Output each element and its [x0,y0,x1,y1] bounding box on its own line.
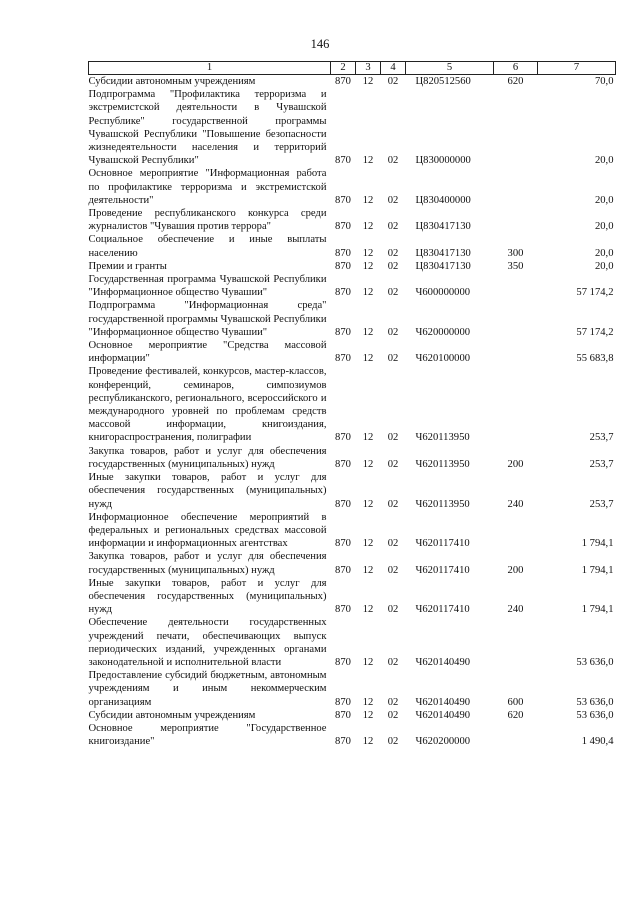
column-header: 5 [406,62,494,75]
row-name: Государственная программа Чувашской Республики "Информационное общество Чувашии" [88,274,327,299]
row-name: Обеспечение деятельности государственных учреждений печати, обеспечивающих выпуск периодических изданий, учрежденных органами законодательной и исполнительной власти [88,617,327,668]
row-expense-type: 200 [507,564,524,576]
table-row [89,75,616,89]
row-subsection-code: 02 [387,709,399,721]
table-row [89,299,616,339]
row-amount: 55 683,8 [576,353,614,365]
row-amount: 1 794,1 [581,604,614,616]
table-row [89,577,616,617]
row-section-code: 12 [362,604,374,616]
row-name: Закупка товаров, работ и услуг для обеспечения государственных (муниципальных) нужд [88,551,327,576]
row-subsection-code: 02 [387,221,399,233]
row-section-code: 12 [362,353,374,365]
row-target-code: Ч620117410 [415,564,470,576]
row-amount: 1 794,1 [581,538,614,550]
row-section-code: 12 [362,326,374,338]
table-row [89,88,616,167]
row-ministry-code: 870 [335,76,351,87]
row-amount: 53 636,0 [576,709,614,721]
row-target-code: Ц830400000 [415,194,471,206]
table-row [89,511,616,551]
row-amount: 20,0 [594,221,614,233]
row-name: Премии и гранты [88,260,167,272]
row-section-code: 12 [362,194,374,206]
row-name: Субсидии автономным учреждениям [88,709,256,721]
row-amount: 253,7 [589,432,614,444]
row-target-code: Ч620117410 [415,538,470,550]
row-name: Предоставление субсидий бюджетным, автономным учреждениям и иным некоммерческим организациям [88,670,327,708]
row-expense-type: 200 [507,458,524,470]
row-expense-type [494,167,538,207]
row-ministry-code: 870 [335,656,351,668]
row-target-code: Ц830417130 [415,221,471,233]
column-header: 2 [331,62,356,75]
column-header: 1 [89,62,331,75]
row-subsection-code: 02 [387,458,399,470]
row-subsection-code: 02 [387,353,399,365]
table-row [89,167,616,207]
row-section-code: 12 [362,696,374,708]
row-section-code: 12 [362,656,374,668]
row-name: Подпрограмма "Информационная среда" государственной программы Чувашской Республики "Информационное общество Чувашии" [88,300,327,338]
row-name: Основное мероприятие "Средства массовой информации" [88,340,327,365]
column-header: 3 [356,62,381,75]
row-section-code: 12 [362,498,374,510]
row-target-code: Ц830417130 [415,247,471,259]
row-subsection-code: 02 [387,326,399,338]
row-amount: 253,7 [589,498,614,510]
row-ministry-code: 870 [335,221,351,233]
row-section-code: 12 [362,287,374,299]
table-row [89,722,616,748]
row-ministry-code: 870 [335,736,351,748]
row-section-code: 12 [362,736,374,748]
table-row [89,709,616,722]
row-section-code: 12 [362,709,374,721]
row-section-code: 12 [362,564,374,576]
row-subsection-code: 02 [387,498,399,510]
row-amount: 253,7 [589,458,614,470]
row-amount: 57 174,2 [576,326,614,338]
row-section-code: 12 [362,247,374,259]
row-ministry-code: 870 [335,498,351,510]
row-amount: 20,0 [594,194,614,206]
row-expense-type [494,511,538,551]
row-amount: 1 794,1 [581,564,614,576]
table-row [89,550,616,576]
table-row [89,445,616,471]
row-amount: 20,0 [594,155,614,167]
row-ministry-code: 870 [335,326,351,338]
column-header: 6 [494,62,538,75]
row-name: Информационное обеспечение мероприятий в федеральных и региональных средствах массовой информации и информационных агентствах [88,511,327,550]
table-row [89,616,616,669]
row-ministry-code: 870 [335,247,351,259]
row-target-code: Ц830417130 [415,260,471,272]
row-target-code: Ч620100000 [415,353,471,365]
row-ministry-code: 870 [335,458,351,470]
row-expense-type [494,273,538,299]
row-section-code: 12 [362,221,374,233]
row-name: Социальное обеспечение и иные выплаты населению [88,234,327,259]
row-ministry-code: 870 [335,696,351,708]
row-ministry-code: 870 [335,604,351,616]
row-subsection-code: 02 [387,696,399,708]
row-target-code: Ч600000000 [415,287,471,299]
row-subsection-code: 02 [387,538,399,550]
row-name: Проведение фестивалей, конкурсов, мастер-классов, конференций, семинаров, симпозиумов республиканского, регионального, всероссийского и международного уровней по проблемам средств массовой информации, книгоиздания, книгораспространения, полиграфии [88,366,327,444]
row-expense-type: 240 [507,604,524,616]
row-name: Основное мероприятие "Информационная работа по профилактике терроризма и экстремистской деятельности" [88,168,327,206]
row-subsection-code: 02 [387,604,399,616]
row-subsection-code: 02 [387,432,399,444]
row-amount: 1 490,4 [581,736,614,748]
row-ministry-code: 870 [335,709,351,721]
row-expense-type: 300 [507,247,524,259]
row-ministry-code: 870 [335,194,351,206]
row-subsection-code: 02 [387,564,399,576]
row-expense-type: 620 [507,76,524,87]
row-subsection-code: 02 [387,287,399,299]
row-name: Проведение республиканского конкурса среди журналистов "Чувашия против террора" [88,208,327,233]
row-expense-type: 240 [507,498,524,510]
row-ministry-code: 870 [335,155,351,167]
row-target-code: Ч620200000 [415,736,471,748]
row-ministry-code: 870 [335,287,351,299]
row-expense-type: 350 [507,260,524,272]
page-number: 146 [310,37,330,51]
row-amount: 20,0 [594,247,614,259]
row-expense-type [494,88,538,167]
row-name: Подпрограмма "Профилактика терроризма и экстремистской деятельности в Чувашской Республике" государственной программы Чувашской Республики "Повышение безопасности жизнедеятельности населения и территорий Чувашской Республики" [88,89,327,167]
row-ministry-code: 870 [335,260,351,272]
table-row [89,339,616,365]
row-expense-type [494,339,538,365]
row-subsection-code: 02 [387,656,399,668]
row-ministry-code: 870 [335,538,351,550]
row-section-code: 12 [362,458,374,470]
row-subsection-code: 02 [387,155,399,167]
row-name: Основное мероприятие "Государственное книгоиздание" [88,722,327,748]
row-section-code: 12 [362,432,374,444]
column-header: 7 [538,62,616,75]
table-row [89,233,616,259]
row-name: Субсидии автономным учреждениям [88,76,256,87]
row-target-code: Ч620113950 [415,458,470,470]
row-target-code: Ч620117410 [415,604,470,616]
row-ministry-code: 870 [335,432,351,444]
row-section-code: 12 [362,76,374,87]
row-expense-type [494,299,538,339]
row-target-code: Ц830000000 [415,155,471,167]
row-section-code: 12 [362,538,374,550]
row-name: Иные закупки товаров, работ и услуг для обеспечения государственных (муниципальных) нужд [88,577,327,616]
row-subsection-code: 02 [387,260,399,272]
row-expense-type [494,722,538,748]
column-header: 4 [381,62,406,75]
row-expense-type [494,365,538,444]
table-row [89,471,616,511]
row-target-code: Ч620113950 [415,498,470,510]
row-subsection-code: 02 [387,194,399,206]
table-row [89,669,616,709]
row-target-code: Ч620140490 [415,709,471,721]
table-row [89,207,616,233]
row-amount: 70,0 [594,76,614,87]
row-amount: 57 174,2 [576,287,614,299]
row-target-code: Ч620140490 [415,696,471,708]
table-row [89,365,616,444]
row-name: Закупка товаров, работ и услуг для обеспечения государственных (муниципальных) нужд [88,445,327,470]
row-amount: 53 636,0 [576,656,614,668]
table-row [89,260,616,273]
table-row [89,273,616,299]
row-ministry-code: 870 [335,564,351,576]
row-section-code: 12 [362,155,374,167]
row-expense-type [494,207,538,233]
row-target-code: Ц820512560 [415,76,471,87]
row-expense-type: 600 [507,696,524,708]
row-amount: 20,0 [594,260,614,272]
row-amount: 53 636,0 [576,696,614,708]
row-expense-type [494,616,538,669]
table-header [89,62,616,75]
row-subsection-code: 02 [387,736,399,748]
row-ministry-code: 870 [335,353,351,365]
row-target-code: Ч620000000 [415,326,471,338]
row-subsection-code: 02 [387,247,399,259]
row-subsection-code: 02 [387,76,399,87]
budget-table [88,61,616,748]
row-target-code: Ч620140490 [415,656,471,668]
row-section-code: 12 [362,260,374,272]
table-body [89,75,616,749]
row-name: Иные закупки товаров, работ и услуг для обеспечения государственных (муниципальных) нужд [88,472,327,510]
row-target-code: Ч620113950 [415,432,470,444]
row-expense-type: 620 [507,709,524,721]
